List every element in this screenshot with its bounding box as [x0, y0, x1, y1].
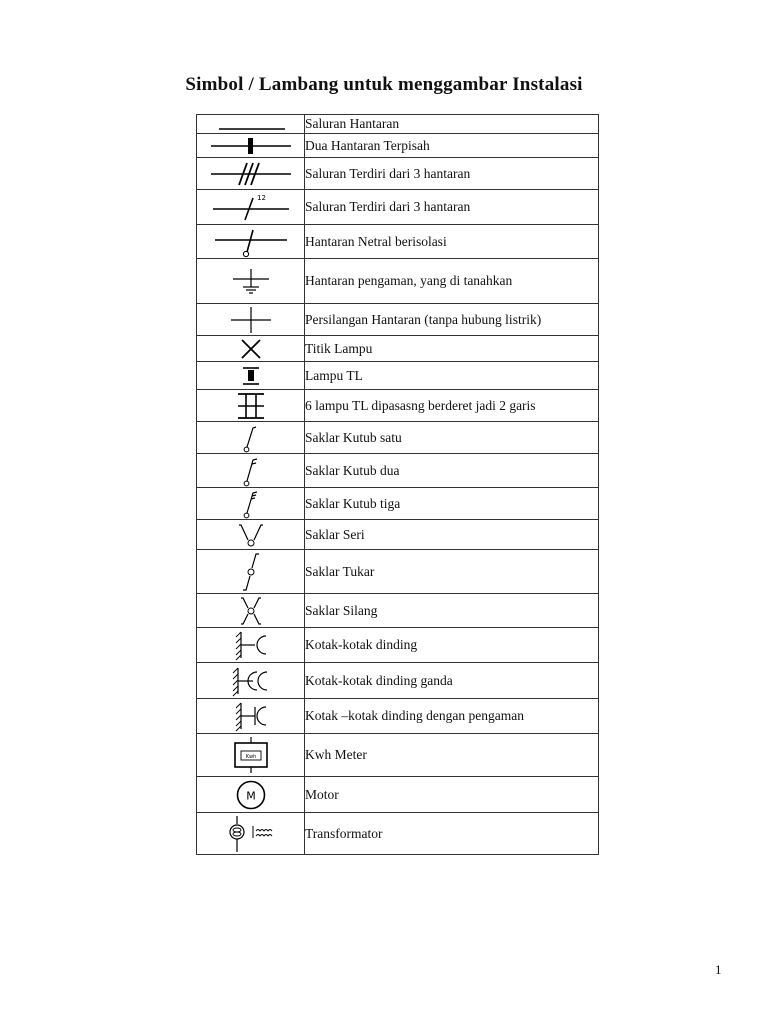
symbol-label: Kotak-kotak dinding: [305, 628, 599, 663]
symbol-label: Saklar Silang: [305, 594, 599, 628]
tl-lamp-row-icon: [201, 391, 301, 421]
switch-series-icon: [201, 521, 301, 549]
table-row: [197, 520, 599, 550]
symbol-label: Saklar Kutub satu: [305, 422, 599, 454]
symbol-table: [196, 114, 599, 855]
symbol-label: Saklar Tukar: [305, 550, 599, 594]
symbol-cell: [197, 520, 305, 550]
kwh-meter-icon: [201, 735, 301, 775]
symbol-label: Titik Lampu: [305, 336, 599, 362]
table-row: [197, 158, 599, 190]
symbol-cell: [197, 259, 305, 304]
symbol-cell: [197, 422, 305, 454]
symbol-cell: [197, 115, 305, 134]
symbol-cell: [197, 336, 305, 362]
table-row: [197, 259, 599, 304]
symbol-cell: [197, 777, 305, 813]
symbol-cell: [197, 190, 305, 225]
symbol-label: Saluran Terdiri dari 3 hantaran: [305, 190, 599, 225]
switch-changeover-icon: [201, 551, 301, 593]
protected-wall-socket-icon: [201, 700, 301, 732]
table-row: [197, 134, 599, 158]
table-row: [197, 699, 599, 734]
three-conductor-icon: [201, 159, 301, 189]
symbol-cell: [197, 454, 305, 488]
switch-cross-icon: [201, 595, 301, 627]
symbol-label: Saklar Kutub tiga: [305, 488, 599, 520]
symbol-cell: [197, 225, 305, 259]
table-row: [197, 422, 599, 454]
symbol-label: Saluran Hantaran: [305, 115, 599, 134]
crossing-icon: [201, 305, 301, 335]
symbol-label: Hantaran Netral berisolasi: [305, 225, 599, 259]
symbol-label: Kotak-kotak dinding ganda: [305, 663, 599, 699]
switch-triple-icon: [201, 489, 301, 519]
symbol-cell: [197, 594, 305, 628]
symbol-cell: [197, 699, 305, 734]
table-row: [197, 454, 599, 488]
meter-text: Kwh: [245, 754, 256, 760]
table-row: [197, 336, 599, 362]
table-row: [197, 488, 599, 520]
symbol-label: Hantaran pengaman, yang di tanahkan: [305, 259, 599, 304]
symbol-label: Saklar Seri: [305, 520, 599, 550]
symbol-cell: [197, 390, 305, 422]
table-row: [197, 734, 599, 777]
page-number: 1: [715, 962, 722, 977]
symbol-label: Dua Hantaran Terpisah: [305, 134, 599, 158]
table-row: [197, 190, 599, 225]
motor-icon: [201, 778, 301, 812]
table-row: [197, 362, 599, 390]
symbol-cell: [197, 158, 305, 190]
symbol-cell: [197, 134, 305, 158]
table-row: [197, 813, 599, 855]
tl-lamp-icon: [201, 363, 301, 389]
conductor-count: 12: [256, 194, 266, 202]
numbered-conductor-icon: [201, 191, 301, 223]
symbol-label: Persilangan Hantaran (tanpa hubung listrik): [305, 304, 599, 336]
table-row: [197, 663, 599, 699]
double-wall-socket-icon: [201, 665, 301, 697]
ground-conductor-icon: [201, 261, 301, 301]
lamp-icon: [201, 337, 301, 361]
transformer-icon: [201, 814, 301, 854]
table-row: [197, 304, 599, 336]
symbol-label: Motor: [305, 777, 599, 813]
motor-text: M: [245, 789, 256, 802]
separated-conductor-icon: [201, 135, 301, 157]
symbol-label: Saklar Kutub dua: [305, 454, 599, 488]
symbol-cell: [197, 813, 305, 855]
table-row: [197, 390, 599, 422]
wall-socket-icon: [201, 629, 301, 661]
table-row: [197, 550, 599, 594]
neutral-conductor-icon: [201, 226, 301, 258]
symbol-cell: [197, 663, 305, 699]
page-title: Simbol / Lambang untuk menggambar Instalasi: [185, 74, 583, 95]
symbol-label: Kwh Meter: [305, 734, 599, 777]
symbol-cell: [197, 550, 305, 594]
symbol-label: Saluran Terdiri dari 3 hantaran: [305, 158, 599, 190]
symbol-label: Lampu TL: [305, 362, 599, 390]
symbol-cell: [197, 488, 305, 520]
symbol-label: 6 lampu TL dipasasng berderet jadi 2 garis: [305, 390, 599, 422]
table-row: [197, 225, 599, 259]
symbol-cell: [197, 734, 305, 777]
table-row: [197, 594, 599, 628]
line-icon: [201, 115, 301, 133]
symbol-label: Kotak –kotak dinding dengan pengaman: [305, 699, 599, 734]
symbol-cell: [197, 362, 305, 390]
symbol-cell: [197, 628, 305, 663]
symbol-label: Transformator: [305, 813, 599, 855]
switch-double-icon: [201, 455, 301, 487]
symbol-cell: [197, 304, 305, 336]
switch-single-icon: [201, 423, 301, 453]
table-row: [197, 628, 599, 663]
table-row: [197, 777, 599, 813]
table-row: [197, 115, 599, 134]
